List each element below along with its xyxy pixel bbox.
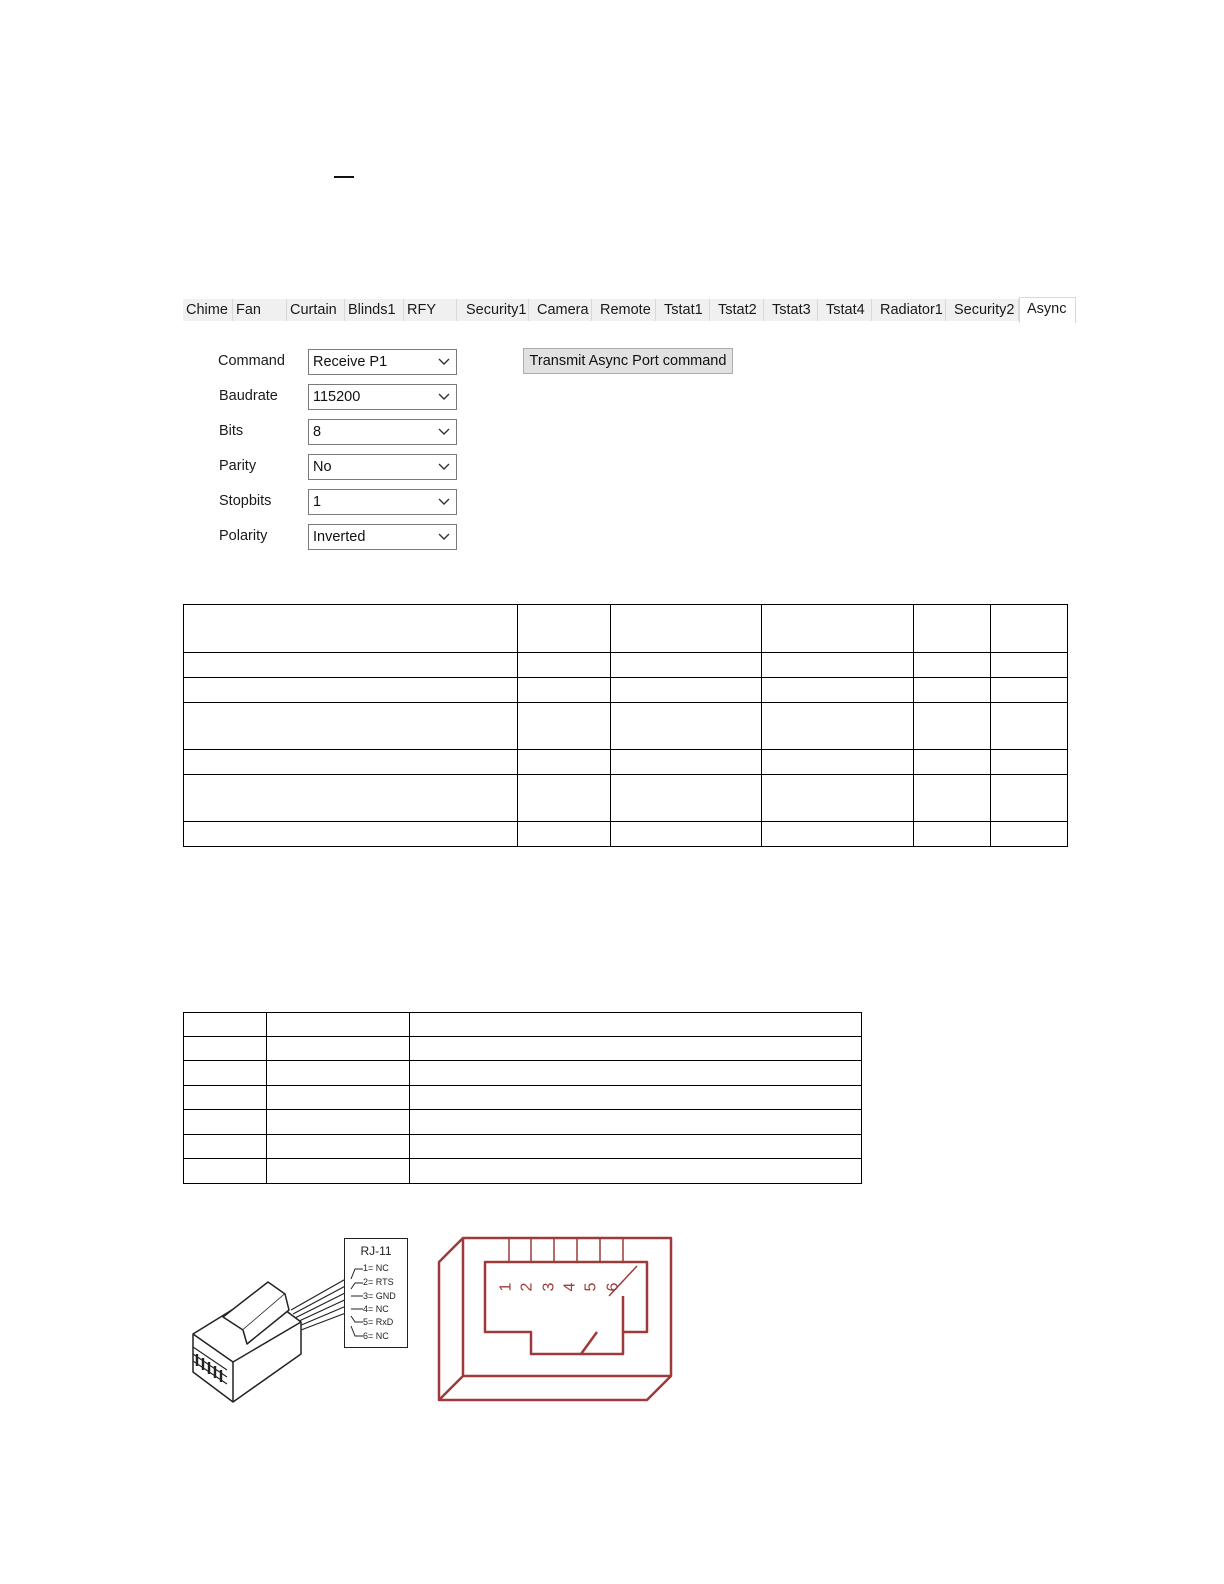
command-value: Receive P1 bbox=[313, 354, 388, 370]
transmit-async-button[interactable]: Transmit Async Port command bbox=[523, 348, 733, 374]
socket-pin-number: 3 bbox=[540, 1278, 558, 1292]
table-row bbox=[184, 678, 1068, 703]
socket-pin-number: 5 bbox=[582, 1278, 600, 1292]
tab-fan[interactable]: Fan bbox=[233, 299, 287, 321]
tab-curtain[interactable]: Curtain bbox=[287, 299, 345, 321]
table-row bbox=[184, 703, 1068, 750]
bits-label: Bits bbox=[219, 423, 244, 439]
socket-pin-number: 1 bbox=[497, 1278, 515, 1292]
pinout-table bbox=[183, 1012, 862, 1184]
tab-blinds1[interactable]: Blinds1 bbox=[345, 299, 404, 321]
chevron-down-icon bbox=[438, 463, 450, 471]
bits-select[interactable] bbox=[308, 419, 457, 445]
tab-chime[interactable]: Chime bbox=[183, 299, 233, 321]
command-select[interactable] bbox=[308, 349, 457, 375]
socket-pin-number: 2 bbox=[518, 1278, 536, 1292]
table-row bbox=[184, 750, 1068, 775]
parity-select[interactable] bbox=[308, 454, 457, 480]
rj11-pin-legend bbox=[344, 1238, 408, 1348]
table-row bbox=[184, 1061, 862, 1086]
tab-radiator1[interactable]: Radiator1 bbox=[872, 299, 946, 321]
tab-security1[interactable]: Security1 bbox=[457, 299, 529, 321]
polarity-label: Polarity bbox=[219, 528, 268, 544]
stopbits-select[interactable] bbox=[308, 489, 457, 515]
pin-label: 2= RTS bbox=[363, 1277, 394, 1287]
pin-label: 6= NC bbox=[363, 1331, 389, 1341]
chevron-down-icon bbox=[438, 393, 450, 401]
command-label: Command bbox=[218, 353, 285, 369]
pin-label: 3= GND bbox=[363, 1291, 396, 1301]
tab-bar bbox=[183, 297, 1076, 323]
table-row bbox=[184, 605, 1068, 653]
table-row bbox=[184, 1086, 862, 1110]
tab-tstat3[interactable]: Tstat3 bbox=[764, 299, 818, 321]
stopbits-label: Stopbits bbox=[219, 493, 272, 509]
table-row bbox=[184, 1013, 862, 1037]
chevron-down-icon bbox=[438, 358, 450, 366]
table-row bbox=[184, 1159, 862, 1184]
bits-value: 8 bbox=[313, 424, 322, 440]
baudrate-label: Baudrate bbox=[219, 388, 278, 404]
pin-leads bbox=[349, 1265, 365, 1341]
chevron-down-icon bbox=[438, 498, 450, 506]
underline-mark bbox=[334, 176, 354, 178]
table-row bbox=[184, 1037, 862, 1061]
pin-label: 1= NC bbox=[363, 1263, 389, 1273]
tab-security2[interactable]: Security2 bbox=[946, 299, 1019, 321]
chevron-down-icon bbox=[438, 533, 450, 541]
table-row bbox=[184, 653, 1068, 678]
socket-pin-number: 4 bbox=[561, 1278, 579, 1292]
table-row bbox=[184, 1110, 862, 1135]
rj11-socket-image bbox=[437, 1236, 675, 1404]
chevron-down-icon bbox=[438, 428, 450, 436]
baudrate-select[interactable] bbox=[308, 384, 457, 410]
tab-rfy[interactable]: RFY bbox=[404, 299, 457, 321]
tab-remote[interactable]: Remote bbox=[592, 299, 656, 321]
tab-async[interactable]: Async bbox=[1019, 297, 1076, 323]
parity-value: No bbox=[313, 459, 332, 475]
stopbits-value: 1 bbox=[313, 494, 322, 510]
table-row bbox=[184, 822, 1068, 847]
polarity-value: Inverted bbox=[313, 529, 366, 545]
tab-tstat4[interactable]: Tstat4 bbox=[818, 299, 872, 321]
tab-camera[interactable]: Camera bbox=[529, 299, 592, 321]
pin-label: 5= RxD bbox=[363, 1317, 394, 1327]
rj11-plug-image bbox=[183, 1262, 353, 1407]
table-row bbox=[184, 775, 1068, 822]
socket-pin-numbers bbox=[497, 1276, 640, 1298]
tab-tstat1[interactable]: Tstat1 bbox=[656, 299, 710, 321]
baudrate-value: 115200 bbox=[313, 389, 361, 405]
socket-pin-number: 6 bbox=[604, 1278, 622, 1292]
pin-label: 4= NC bbox=[363, 1304, 389, 1314]
rj11-title: RJ-11 bbox=[360, 1244, 392, 1258]
polarity-select[interactable] bbox=[308, 524, 457, 550]
tab-tstat2[interactable]: Tstat2 bbox=[710, 299, 764, 321]
parity-label: Parity bbox=[219, 458, 257, 474]
table-row bbox=[184, 1135, 862, 1159]
command-table bbox=[183, 604, 1068, 847]
